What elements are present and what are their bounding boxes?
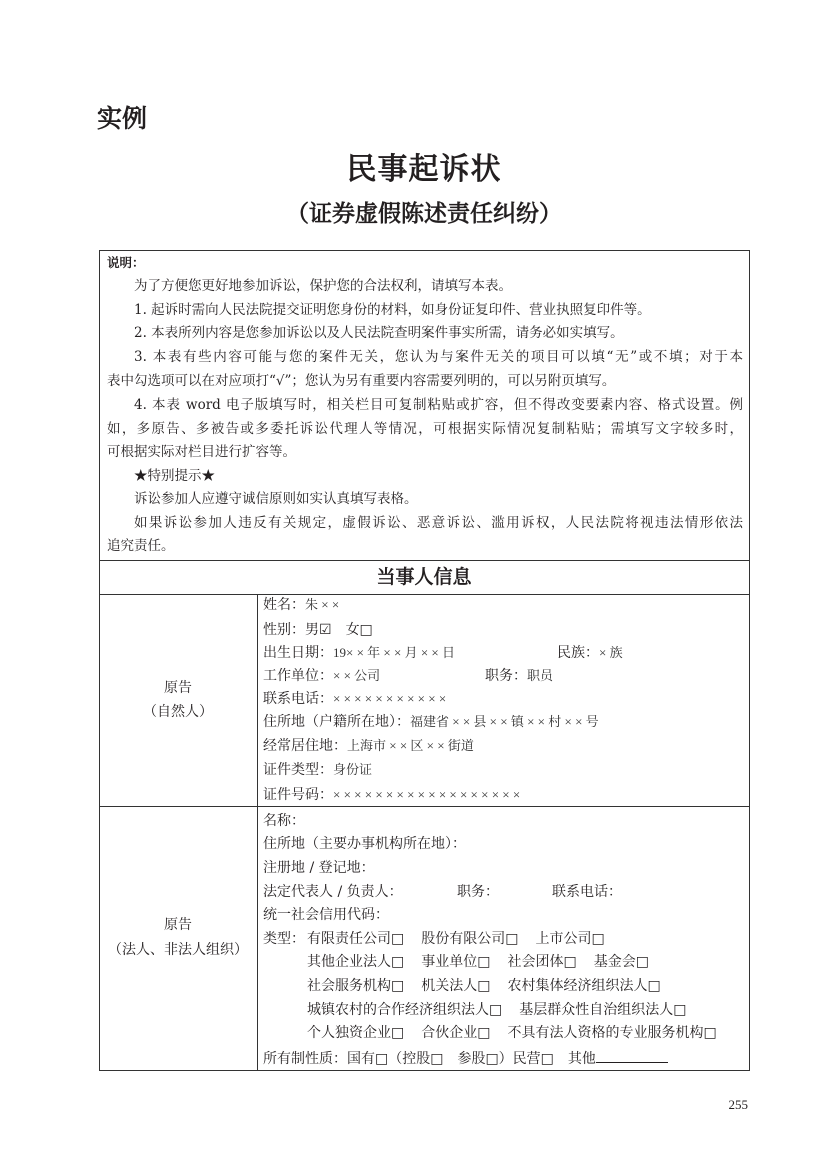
instruction-line: 如，多原告、多被告或多委托诉讼代理人等情况，可根据实际情况复制粘贴；需填写文字较多时， — [107, 421, 743, 437]
field-label: 经常居住地： — [263, 738, 347, 754]
gender-field — [263, 620, 373, 640]
position-field — [485, 666, 553, 686]
field-value: 身份证 — [333, 762, 373, 777]
document-subtitle: （证券虚假陈述责任纠纷） — [286, 200, 562, 227]
instruction-line: 追究责任。 — [107, 538, 175, 554]
instruction-line: 3. 本表有些内容可能与您的案件无关，您认为与案件无关的项目可以填“无”或不填；对于本 — [134, 349, 743, 365]
type-option: 事业单位□ — [421, 954, 491, 970]
field-label: 职务： — [485, 668, 527, 684]
instruction-line: 诉讼参加人应遵守诚信原则如实认真填写表格。 — [134, 491, 418, 507]
field-label: 所有制性质： — [263, 1051, 347, 1067]
field-value: × × × × × × × × × × × × × × × × × × — [333, 787, 521, 802]
type-option: 有限责任公司□ — [307, 931, 405, 947]
plaintiff-type-label: （法人、非法人组织） — [108, 942, 248, 958]
domicile-field — [263, 712, 599, 732]
phone-field — [263, 689, 446, 709]
field-value: × 族 — [599, 645, 623, 660]
type-option: 社会服务机构□ — [307, 978, 405, 994]
instruction-line: 2. 本表所列内容是您参加诉讼以及人民法院查明案件事实所需，请务必如实填写。 — [134, 325, 624, 341]
ownership-field — [263, 1047, 668, 1069]
field-label: 联系电话： — [263, 691, 333, 707]
type-option: 社会团体□ — [507, 954, 577, 970]
type-label: 类型： — [263, 931, 305, 947]
blank-underline — [596, 1047, 668, 1063]
field-value: 19× × 年 × × 月 × × 日 — [333, 645, 455, 660]
org-address-field: 住所地（主要办事机构所在地）： — [263, 836, 466, 852]
field-label: 工作单位： — [263, 668, 333, 684]
type-option: 农村集体经济组织法人□ — [507, 978, 661, 994]
field-value: 职员 — [527, 668, 554, 683]
field-label: 证件类型： — [263, 762, 333, 778]
instruction-line: 表中勾选项可以在对应项打“√”；您认为另有重要内容需要列明的，可以另附页填写。 — [107, 373, 616, 389]
type-option: 机关法人□ — [421, 978, 491, 994]
type-options-row — [307, 952, 666, 972]
gender-option-female: 女□ — [345, 622, 373, 638]
field-label: 住所地（户籍所在地）： — [263, 714, 410, 730]
type-option: 不具有法人资格的专业服务机构□ — [507, 1025, 717, 1041]
type-options-row — [307, 929, 622, 949]
plaintiff-role-label: 原告 — [164, 917, 192, 933]
instruction-line: 1. 起诉时需向人民法院提交证明您身份的材料，如身份证复印件、营业执照复印件等。 — [134, 302, 651, 318]
type-option: 合伙企业□ — [421, 1025, 491, 1041]
type-option: 上市公司□ — [535, 931, 605, 947]
section-label: 实例 — [97, 104, 148, 133]
field-value: × × 公司 — [333, 668, 381, 683]
plaintiff-role-label: 原告 — [164, 680, 192, 696]
type-option: 基层群众性自治组织法人□ — [519, 1002, 687, 1018]
instructions-heading: 说明： — [107, 255, 145, 270]
document-title: 民事起诉状 — [346, 152, 502, 187]
ethnicity-field — [557, 643, 623, 663]
table-divider — [99, 594, 749, 595]
field-label: 出生日期： — [263, 645, 333, 661]
type-options-row — [307, 1023, 734, 1043]
table-divider — [99, 806, 749, 807]
field-value: 上海市 × × 区 × × 街道 — [347, 738, 474, 753]
name-field — [263, 595, 339, 615]
type-option: 股份有限公司□ — [421, 931, 519, 947]
phone-field: 联系电话： — [552, 884, 622, 900]
type-option: 基金会□ — [593, 954, 649, 970]
field-value: 福建省 × × 县 × × 镇 × × 村 × × 号 — [410, 714, 599, 729]
type-options-row — [307, 976, 678, 996]
page-number: 255 — [728, 1097, 748, 1112]
field-label: 姓名： — [263, 597, 305, 613]
instruction-line: 如果诉讼参加人违反有关规定，虚假诉讼、恶意诉讼、滥用诉权，人民法院将视违法情形依法 — [134, 515, 743, 531]
id-number-field — [263, 785, 520, 805]
type-option: 城镇农村的合作经济组织法人□ — [307, 1002, 503, 1018]
party-info-header: 当事人信息 — [376, 566, 472, 588]
special-notice-heading: ★特别提示★ — [134, 468, 215, 484]
registration-field: 注册地 / 登记地： — [263, 860, 375, 876]
instruction-line: 4. 本表 word 电子版填写时，相关栏目可复制粘贴或扩容，但不得改变要素内容、格式设置。例 — [134, 397, 743, 413]
field-value: 朱 × × — [305, 597, 340, 612]
table-column-divider — [257, 594, 258, 1070]
field-label: 法定代表人 / 负责人： — [263, 884, 403, 900]
field-label: 证件号码： — [263, 787, 333, 803]
type-option: 其他企业法人□ — [307, 954, 405, 970]
org-name-field: 名称： — [263, 813, 305, 829]
position-field: 职务： — [457, 884, 499, 900]
employer-field — [263, 666, 554, 686]
type-option: 个人独资企业□ — [307, 1025, 405, 1041]
plaintiff-type-label: （自然人） — [143, 704, 213, 720]
birth-date-field — [263, 643, 623, 663]
gender-option-male: 男☑ — [305, 622, 332, 638]
field-value: × × × × × × × × × × × — [333, 691, 447, 706]
ownership-options: 国有□（控股□ 参股□）民营□ 其他 — [347, 1051, 596, 1067]
credit-code-field: 统一社会信用代码： — [263, 907, 389, 923]
field-label: 性别： — [263, 622, 305, 638]
id-type-field — [263, 760, 372, 780]
instruction-line: 可根据实际对栏目进行扩容等。 — [107, 444, 296, 460]
field-label: 民族： — [557, 645, 599, 661]
representative-field — [263, 882, 622, 902]
instruction-line: 为了方便您更好地参加诉讼，保护您的合法权利，请填写本表。 — [134, 278, 512, 294]
type-options-row — [307, 1000, 703, 1020]
residence-field — [263, 736, 474, 756]
